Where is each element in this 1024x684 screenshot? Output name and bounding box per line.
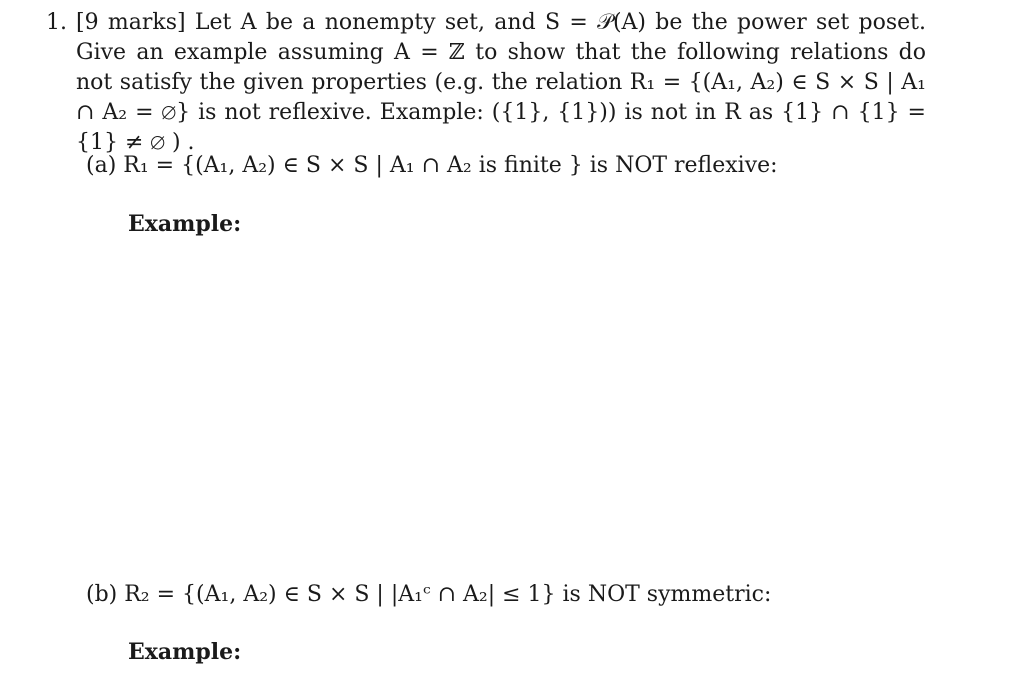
part-a-statement: (a) R₁ = {(A₁, A₂) ∈ S × S | A₁ ∩ A₂ is finite } is NOT reflexive: (86, 153, 778, 178)
part-b-statement: (b) R₂ = {(A₁, A₂) ∈ S × S | |A₁ᶜ ∩ A₂| ≤ 1} is NOT symmetric: (86, 582, 772, 607)
part-b-example-label: Example: (128, 639, 242, 665)
question-number: 1. (46, 10, 67, 35)
question-intro: [9 marks] Let A be a nonempty set, and S = 𝒫(A) be the power set poset. Give an example assuming A = ℤ to show that the following relations do not satisfy the given properties (e.g. the relation R₁ = {(A₁, A₂) ∈ S × S | A₁ ∩ A₂ = ∅} is not reflexive. Example: ({1}, {1})) is not in R as {1} ∩ {1} = {1} ≠ ∅ ) . (76, 10, 926, 155)
part-a-example-label: Example: (128, 211, 242, 237)
